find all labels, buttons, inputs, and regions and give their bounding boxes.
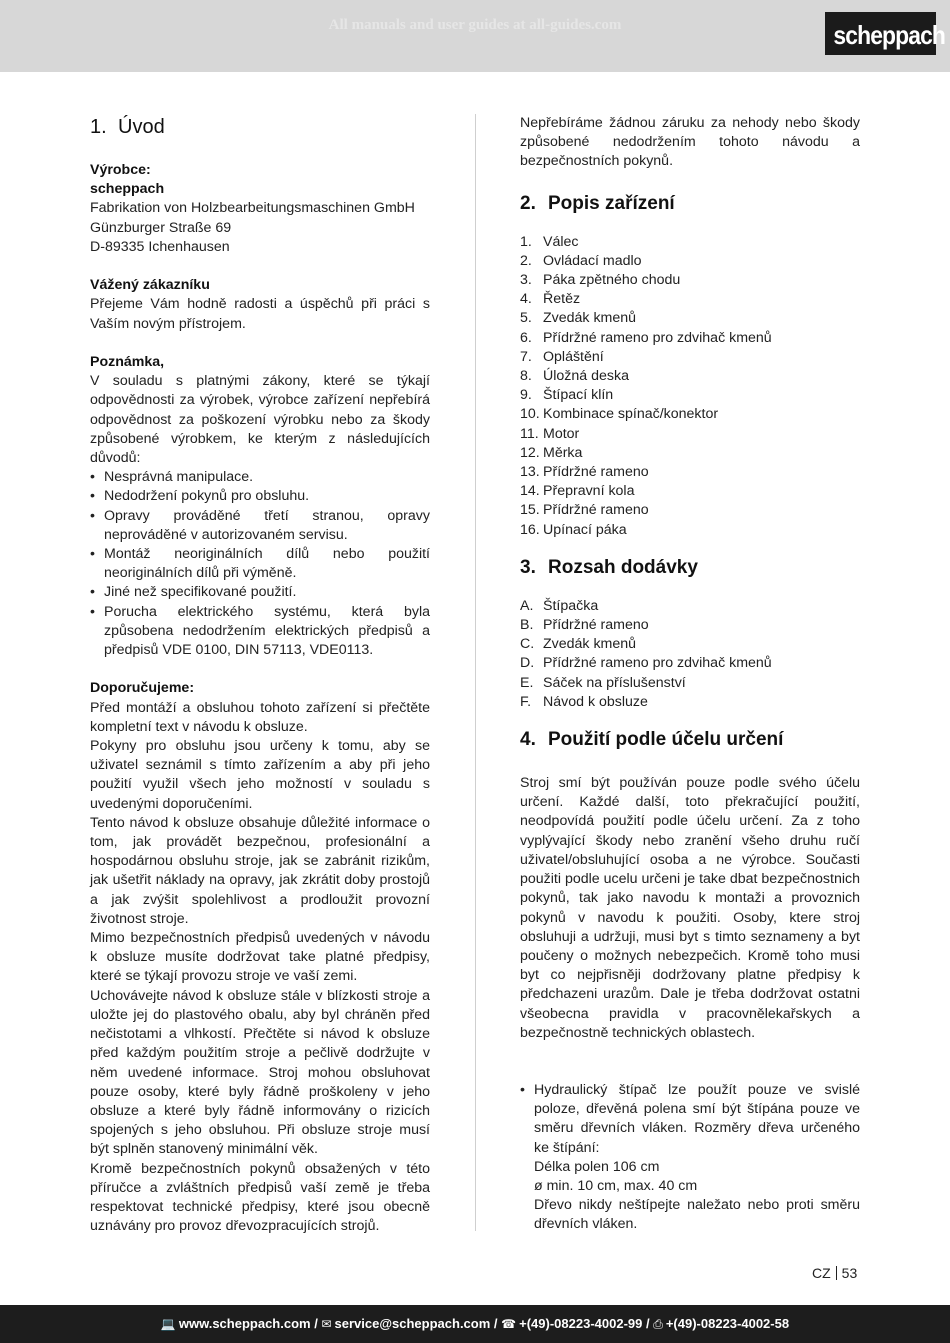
parts-list (520, 233, 860, 540)
list-item: 6. Přídržné rameno pro zdvihač kmenů (520, 329, 772, 346)
list-item: 10. Kombinace spínač/konektor (520, 406, 719, 423)
email-link[interactable]: service@scheppach.com (334, 1316, 491, 1331)
phone-icon: ☎ (501, 1317, 517, 1331)
envelope-icon: ✉ (321, 1317, 332, 1331)
delivery-list (520, 597, 860, 712)
list-item: • Nedodržení pokynů pro obsluhu. (90, 487, 430, 506)
list-item: E. Sáček na příslušenství (520, 674, 686, 691)
list-item: 14. Přepravní kola (520, 483, 635, 500)
website-link[interactable]: www.scheppach.com (178, 1316, 311, 1331)
section-heading-delivery (520, 555, 860, 581)
section-title: Úvod (118, 116, 165, 138)
section-number: 3. (520, 556, 536, 578)
intended-use-list (520, 1081, 860, 1235)
list-item: D. Přídržné rameno pro zdvihač kmenů (520, 655, 772, 672)
fax-icon: ⎙ (653, 1317, 663, 1331)
recommend-paragraph: Pokyny pro obsluhu jsou určeny k tomu, aby se uživatel seznámil s tímto zařízením a aby při jeho použití využil všech jeho možností v souladu s uvedenými doporučeními. (90, 738, 430, 812)
page-number-value: 53 (841, 1265, 858, 1281)
list-item: • Nesprávná manipulace. (90, 468, 430, 487)
list-item: 2. Ovládací madlo (520, 252, 642, 269)
note-text: V souladu s platnými zákony, které se týkají odpovědnosti za výrobek, výrobce zařízení nepřebírá odpovědnost za poškození výrobku nebo za škody způsobené výrobkem, ke kterým z následujících důvodů: (90, 373, 430, 467)
intended-use-text: Stroj smí být používán pouze podle svého účelu určení. Každé další, toto překračující použití, neodpovídá použití podle účelu určení. Za z toho vyplývající škody nebo zranění všeho druhu ručí uživatel/obsluhující osoba a ne výrobce. Současti použiti podle ucelu určeni je take dbat bezpečnostnich pokynů, tak jako navodu k montaži a provoznich pokynů v navodu k použiti. Osoby, ktere stroj obsluhuji a udržuji, musi byt s timto seznameny a byt poučeny o možnych nebezpečich. Kromě toho musi byt co nejpřisněji dodržovany platne předpisy k předchazeni urazům. Dale je třeba dodržovat ostatni všeobecna pravidla v pracovnělekařskych a bezpečnostně technických oblastech. (520, 775, 860, 1041)
logo-text: scheppach (833, 20, 946, 50)
list-item: 3. Páka zpětného chodu (520, 272, 681, 289)
dear-customer-text: Přejeme Vám hodně radosti a úspěchů při práci s Vaším novým přístrojem. (90, 296, 430, 332)
list-item: 7. Opláštění (520, 348, 604, 365)
scheppach-logo (825, 12, 946, 55)
recommend-paragraph: Tento návod k obsluze obsahuje důležité informace o tom, jak provádět bezpečnou, profesionální a hospodárnou obsluhu stroje, jak se zabránit rizikům, jak ušetřit náklady na opravy, jak zkrátit doby prostojů a jak zvýšit spolehlivost a prodloužit provozní životnost stroje. (90, 814, 430, 927)
split-warning: Dřevo nikdy neštípejte naležato nebo proti směru dřevních vláken. (534, 1197, 860, 1233)
list-item: • Jiné než specifikované použití. (90, 583, 430, 602)
section-title: Popis zařízení (548, 192, 675, 214)
list-item: F. Návod k obsluze (520, 693, 648, 710)
section-title: Rozsah dodávky (548, 556, 698, 578)
usage-bullet-text: Hydraulický štípač lze použít pouze ve svislé poloze, dřevěná polena smí být štípána pouze ve směru dřevních vláken. Rozměry dřeva určeného ke štípání: (534, 1081, 860, 1156)
list-item: • Montáž neoriginálních dílů nebo použití neoriginálních dílů při výměně. (90, 545, 430, 583)
recommend-label: Doporučujeme: (90, 680, 195, 697)
section-title: Použití podle účelu určení (548, 729, 784, 751)
recommend-paragraph: Mimo bezpečnostních předpisů uvedených v návodu k obsluze musíte dodržovat take platné předpisy, které se týkají provozu stroje ve vaší zemi. (90, 930, 430, 985)
list-item: B. Přídržné rameno (520, 617, 649, 634)
column-divider (475, 114, 476, 1231)
list-item: 13. Přídržné rameno (520, 464, 649, 481)
manufacturer-label: Výrobce: (90, 162, 151, 178)
left-column (90, 114, 430, 1236)
note-list (90, 468, 430, 660)
language-code: CZ (812, 1265, 831, 1281)
section-number: 2. (520, 192, 536, 214)
address-line: Günzburger Straße 69 (90, 219, 232, 236)
list-item: 8. Úložná deska (520, 368, 629, 385)
section-heading-intended-use (520, 727, 860, 753)
dear-customer-label: Vážený zákazníku (90, 277, 210, 294)
section-heading-description (520, 191, 860, 217)
list-item: 9. Štípací klín (520, 387, 614, 404)
right-column (520, 114, 860, 1235)
computer-icon: 💻 (160, 1317, 176, 1331)
page-number (812, 1265, 857, 1281)
section-heading-intro (90, 114, 430, 140)
recommend-paragraph: Kromě bezpečnostních pokynů obsažených v této příručce a zvláštních předpisů vaší země je třeba respektovat technické předpisy, které jsou obecně uznávány pro provoz dřevozpracujících strojů. (90, 1160, 430, 1235)
address-line: Fabrikation von Holzbearbeitungsmaschinen GmbH (90, 200, 415, 217)
list-item: 15. Přídržné rameno (520, 502, 649, 519)
list-item: 5. Zvedák kmenů (520, 310, 637, 327)
list-item: 12. Měrka (520, 444, 583, 461)
list-item: 1. Válec (520, 233, 579, 250)
fax-number: +(49)-08223-4002-58 (665, 1316, 790, 1331)
watermark: All manuals and user guides at all-guides.com (328, 17, 622, 33)
list-item: 11. Motor (520, 425, 580, 442)
list-item: C. Zvedák kmenů (520, 636, 637, 653)
list-item: A. Štípačka (520, 597, 599, 614)
phone-number: +(49)-08223-4002-99 (519, 1316, 643, 1331)
note-label: Poznámka, (90, 354, 165, 370)
log-diameter: ø min. 10 cm, max. 40 cm (534, 1177, 698, 1194)
list-item: • Porucha elektrického systému, která byla způsobena nedodržením elektrických předpisů a předpisů VDE 0100, DIN 57113, VDE0113. (90, 603, 430, 661)
address-line: D-89335 Ichenhausen (90, 238, 230, 255)
manufacturer-name: scheppach (90, 181, 165, 198)
list-item: 16. Upínací páka (520, 521, 627, 538)
list-item: • Opravy prováděné třetí stranou, opravy neprováděné v autorizovaném servisu. (90, 507, 430, 545)
section-number: 4. (520, 729, 536, 751)
footer-bar: 💻 www.scheppach.com / ✉ service@scheppach.com / ☎ +(49)-08223-4002-99 / ⎙ +(49)-08223-4002-58 (0, 1305, 950, 1343)
header-band (0, 0, 950, 72)
log-length: Délka polen 106 cm (534, 1158, 660, 1175)
recommend-paragraph: Před montáží a obsluhou tohoto zařízení si přečtěte kompletní text v návodu k obsluze. (90, 699, 430, 735)
section-number: 1. (90, 116, 107, 138)
recommend-paragraph: Uchovávejte návod k obsluze stále v blízkosti stroje a uložte jej do plastového obalu, aby byl chráněn před nečistotami a vlhkostí. Přečtěte si návod k obsluze před každým použitím stroje a pečlivě dodržujte v něm uvedené informace. Stroj mohou obsluhovat pouze osoby, které byly řádně proškoleny v jeho obsluze a které byly řádně informovány o rizicích spojených s jeho obsluhou. Při obsluze stroje musí být splněn stanovený minimální věk. (90, 987, 430, 1158)
list-item (520, 1081, 860, 1235)
list-item: 4. Řetěz (520, 291, 581, 308)
disclaimer-text: Nepřebíráme žádnou záruku za nehody nebo škody způsobené nedodržením tohoto návodu a bezpečnostních pokynů. (520, 115, 860, 170)
